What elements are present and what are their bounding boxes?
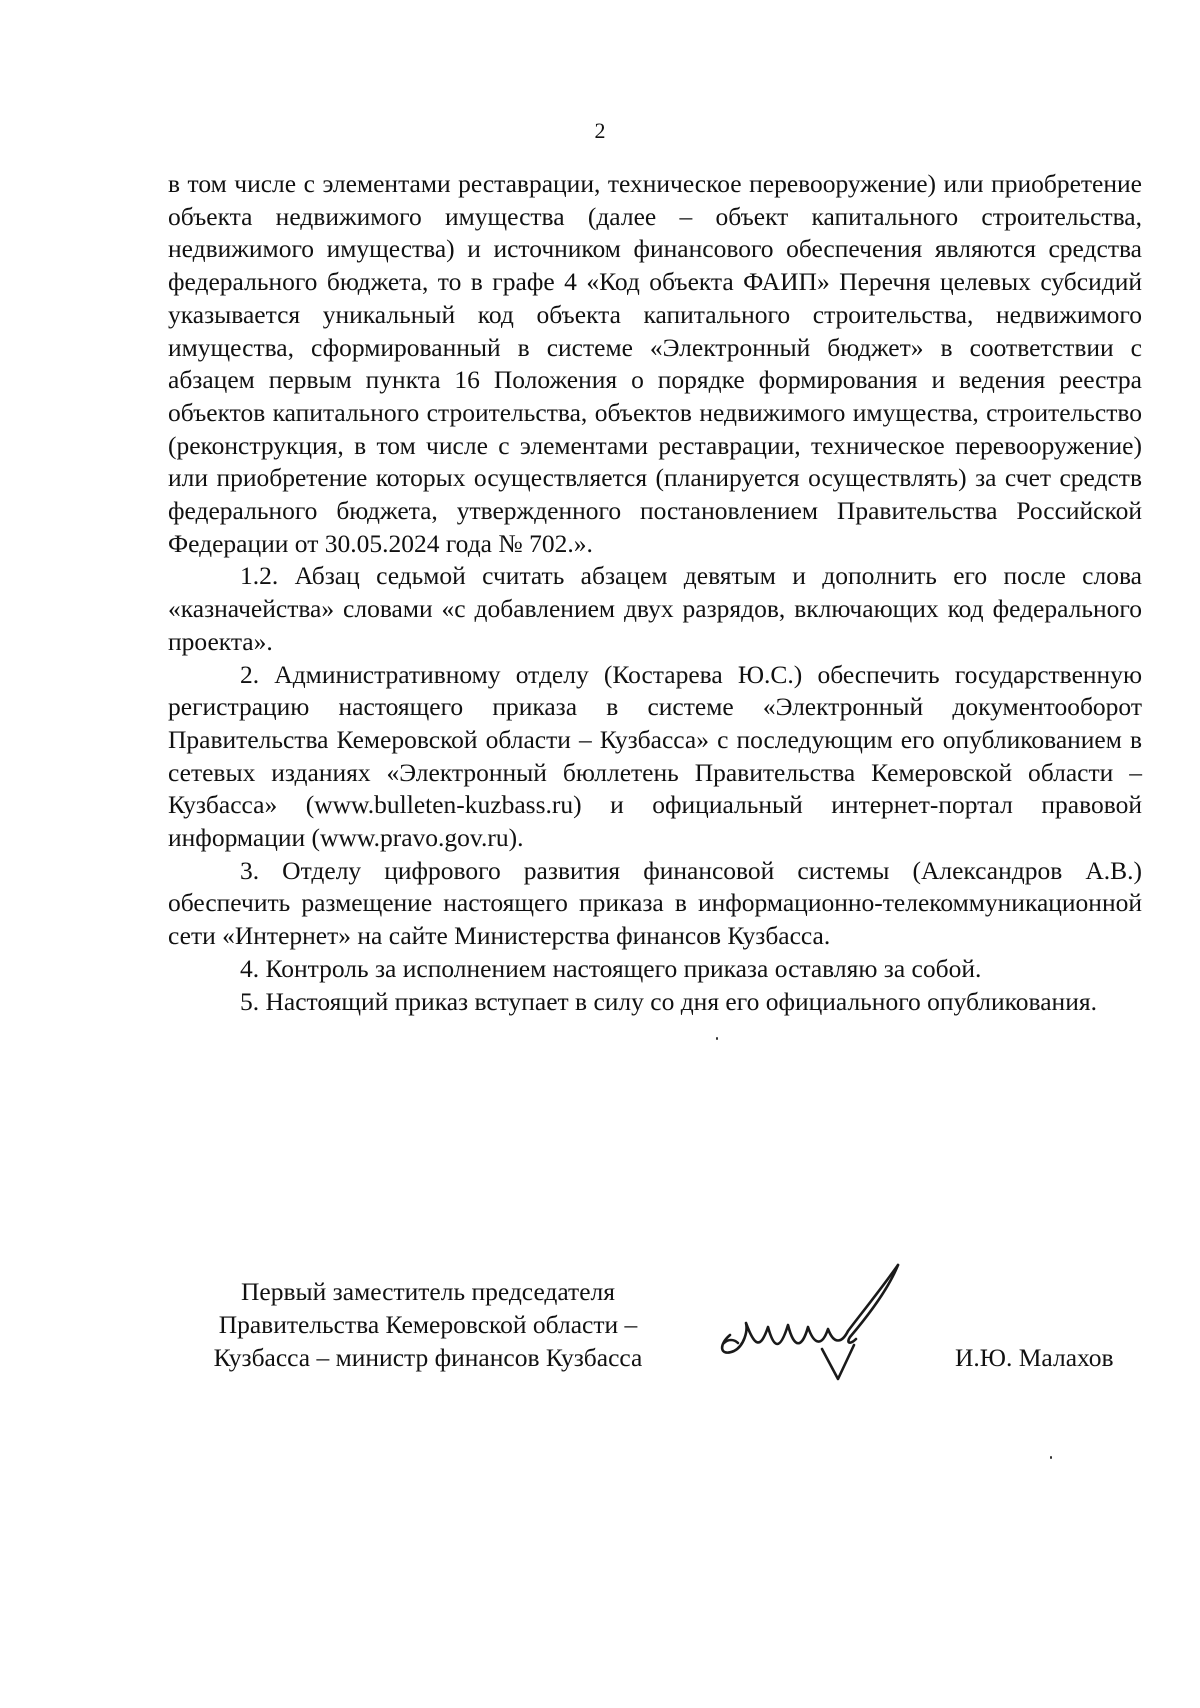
- signatory-position-line: Правительства Кемеровской области –: [218, 1310, 638, 1339]
- paragraph-item-3: 3. Отделу цифрового развития финансовой системы (Александров А.В.) обеспечить размещение настоящего приказа в информационно-телекоммуникационной сети «Интернет» на сайте Министерства финансов Кузбасса.: [168, 855, 1142, 951]
- signatory-name: И.Ю. Малахов: [955, 1343, 1114, 1372]
- signatory-position: [168, 1275, 688, 1374]
- document-body: [168, 168, 1142, 1018]
- scan-speck: [716, 1037, 718, 1040]
- page-number: 2: [594, 118, 606, 143]
- signatory-position-line: Первый заместитель председателя: [241, 1277, 615, 1306]
- paragraph-continuation: в том числе с элементами реставрации, техническое перевооружение) или приобретение объекта недвижимого имущества (далее – объект капитального строительства, недвижимого имущества) и источником финансового обеспечения являются средства федерального бюджета, то в графе 4 «Код объекта ФАИП» Перечня целевых субсидий указывается уникальный код объекта капитального строительства, недвижимого имущества, сформированный в системе «Электронный бюджет» в соответствии с абзацем первым пункта 16 Положения о порядке формирования и ведения реестра объектов капитального строительства, объектов недвижимого имущества, строительство (реконструкция, в том числе с элементами реставрации, техническое перевооружение) или приобретение которых осуществляется (планируется осуществлять) за счет средств федерального бюджета, утвержденного постановлением Правительства Российской Федерации от 30.05.2024 года № 702.».: [168, 169, 1142, 558]
- scan-speck: [1050, 1456, 1052, 1459]
- signature-block: [0, 1275, 1200, 1415]
- paragraph-item-5: 5. Настоящий приказ вступает в силу со дня его официального опубликования.: [240, 986, 1097, 1016]
- paragraph-item-2: 2. Административному отделу (Костарева Ю.С.) обеспечить государственную регистрацию настоящего приказа в системе «Электронный документооборот Правительства Кемеровской области – Кузбасса» с последующим его опубликованием в сетевых изданиях «Электронный бюллетень Правительства Кемеровской области – Кузбасса» (www.bulleten-kuzbass.ru) и официальный интернет-портал правовой информации (www.pravo.gov.ru).: [168, 659, 1142, 853]
- paragraph-item-1-2: 1.2. Абзац седьмой считать абзацем девятым и дополнить его после слова «казначейства» словами «с добавлением двух разрядов, включающих код федерального проекта».: [168, 561, 1142, 656]
- handwritten-signature: [710, 1253, 920, 1383]
- signatory-position-line: Кузбасса – министр финансов Кузбасса: [213, 1343, 643, 1372]
- paragraph-item-4: 4. Контроль за исполнением настоящего приказа оставляю за собой.: [240, 953, 982, 983]
